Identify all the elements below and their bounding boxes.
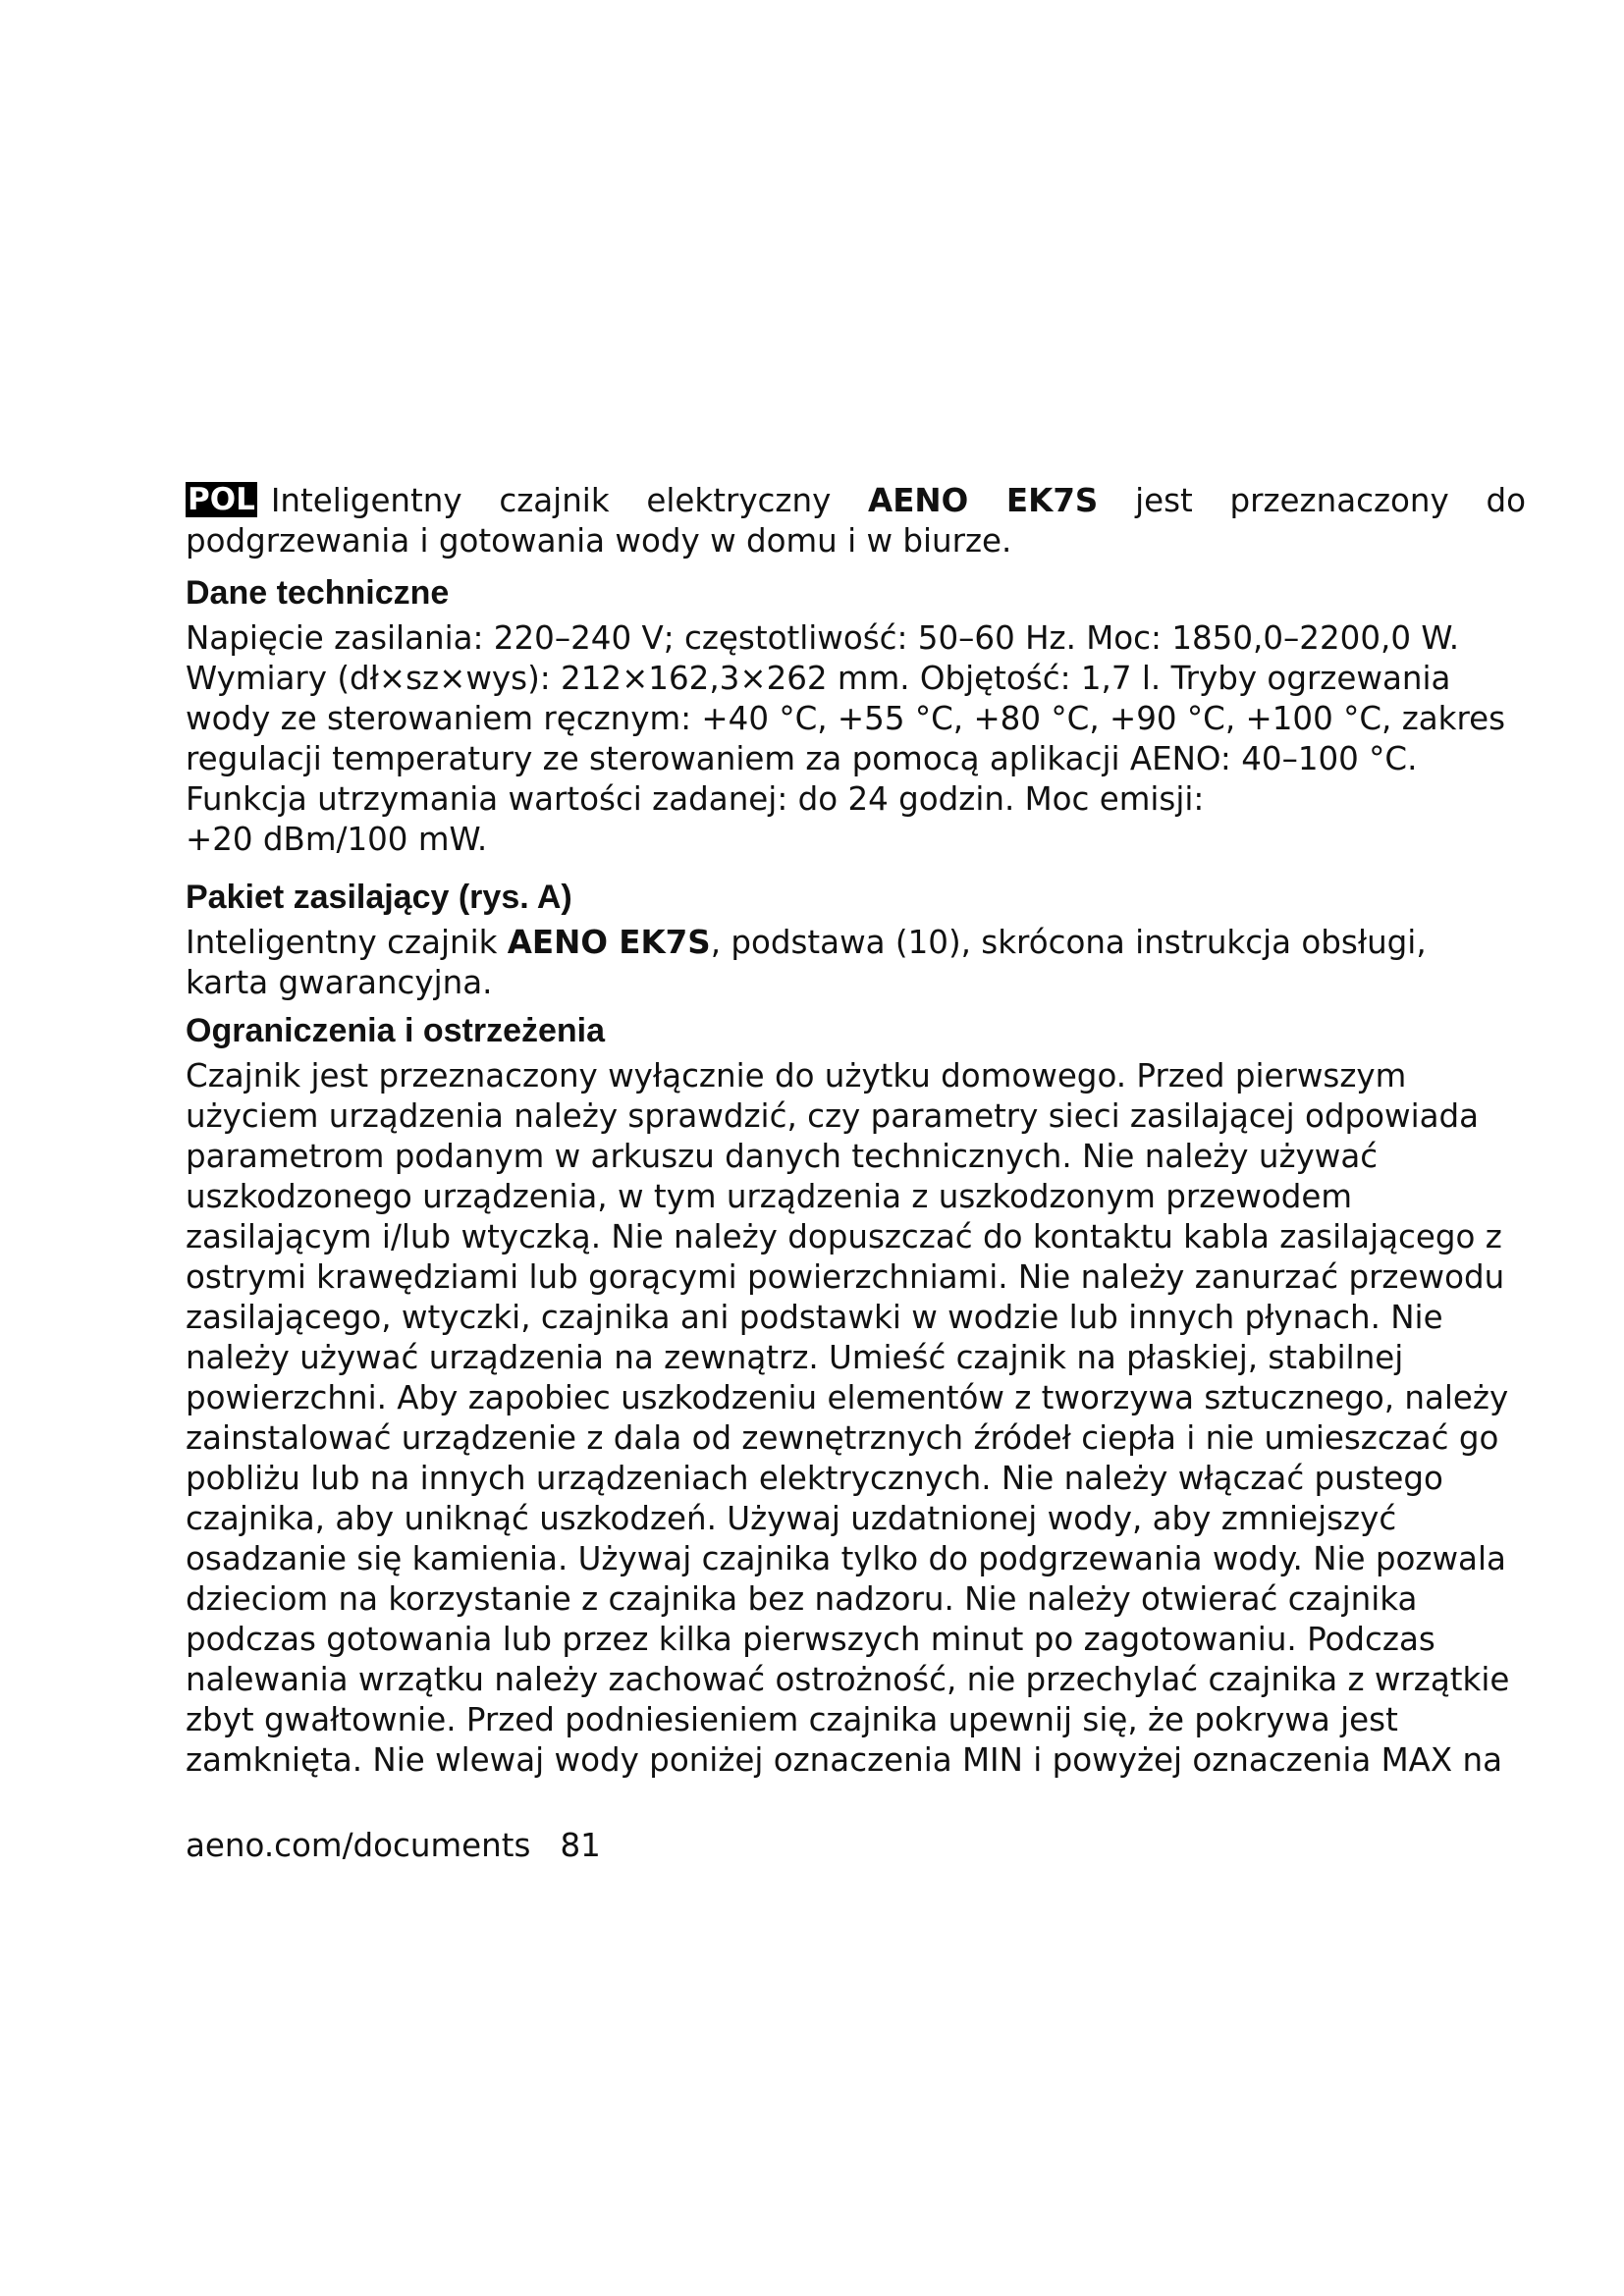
product-name: AENO EK7S: [868, 482, 1099, 519]
page-number: 81: [560, 1827, 601, 1864]
language-badge: POL: [188, 482, 255, 517]
tech-line: wody ze sterowaniem ręcznym: +40 °C, +55 °C, +80 °C, +90 °C, +100 °C, zakres: [186, 700, 1506, 737]
warnings-line: parametrom podanym w arkuszu danych technicznych. Nie należy używać: [186, 1138, 1379, 1175]
intro-text-a: Inteligentny czajnik elektryczny: [270, 482, 832, 519]
page-footer: [186, 1826, 601, 1866]
tech-heading: Dane techniczne: [186, 574, 450, 612]
warnings-line: czajnika, aby uniknąć uszkodzeń. Używaj uzdatnionej wody, aby zmniejszyć: [186, 1500, 1397, 1537]
warnings-line: zamknięta. Nie wlewaj wody poniżej oznaczenia MIN i powyżej oznaczenia MAX na: [186, 1741, 1503, 1779]
tech-line: +20 dBm/100 mW.: [186, 821, 488, 858]
warnings-line: użyciem urządzenia należy sprawdzić, czy parametry sieci zasilającej odpowiada: [186, 1097, 1480, 1135]
warnings-line: podczas gotowania lub przez kilka pierwszych minut po zagotowaniu. Podczas: [186, 1621, 1435, 1658]
package-line-2: karta gwarancyjna.: [186, 964, 493, 1001]
package-text-b: , podstawa (10), skrócona instrukcja obsługi,: [710, 924, 1427, 961]
warnings-line: zasilającym i/lub wtyczką. Nie należy dopuszczać do kontaktu kabla zasilającego z: [186, 1218, 1502, 1255]
warnings-line: nalewania wrzątku należy zachować ostrożność, nie przechylać czajnika z wrzątkie: [186, 1661, 1510, 1698]
documents-link[interactable]: aeno.com/documents: [186, 1827, 531, 1864]
package-text-a: Inteligentny czajnik: [186, 924, 498, 961]
warnings-line: pobliżu lub na innych urządzeniach elektrycznych. Nie należy włączać pustego: [186, 1460, 1443, 1497]
tech-line: Napięcie zasilania: 220–240 V; częstotliwość: 50–60 Hz. Moc: 1850,0–2200,0 W.: [186, 619, 1460, 657]
tech-line: Funkcja utrzymania wartości zadanej: do 24 godzin. Moc emisji:: [186, 780, 1205, 818]
warnings-line: zainstalować urządzenie z dala od zewnętrznych źródeł ciepła i nie umieszczać go: [186, 1419, 1499, 1457]
warnings-paragraph: [186, 1056, 1526, 1781]
warnings-line: uszkodzonego urządzenia, w tym urządzenia z uszkodzonym przewodem: [186, 1178, 1353, 1215]
package-line-1: [186, 923, 1526, 963]
tech-line: Wymiary (dł×sz×wys): 212×162,3×262 mm. Objętość: 1,7 l. Tryby ogrzewania: [186, 660, 1451, 697]
warnings-line: ostrymi krawędziami lub gorącymi powierzchniami. Nie należy zanurzać przewodu: [186, 1258, 1505, 1296]
product-name: AENO EK7S: [507, 924, 711, 961]
warnings-line: osadzanie się kamienia. Używaj czajnika tylko do podgrzewania wody. Nie pozwala: [186, 1540, 1506, 1577]
tech-paragraph: [186, 618, 1526, 860]
package-paragraph: [186, 923, 1526, 1003]
package-heading: Pakiet zasilający (rys. A): [186, 879, 572, 916]
warnings-line: Czajnik jest przeznaczony wyłącznie do użytku domowego. Przed pierwszym: [186, 1057, 1407, 1095]
warnings-line: zbyt gwałtownie. Przed podniesieniem czajnika upewnij się, że pokrywa jest: [186, 1701, 1398, 1738]
warnings-line: zasilającego, wtyczki, czajnika ani podstawki w wodzie lub innych płynach. Nie: [186, 1299, 1443, 1336]
warnings-line: dzieciom na korzystanie z czajnika bez nadzoru. Nie należy otwierać czajnika: [186, 1580, 1418, 1618]
warnings-heading: Ograniczenia i ostrzeżenia: [186, 1012, 606, 1049]
intro-line-2: podgrzewania i gotowania wody w domu i w biurze.: [186, 522, 1012, 560]
warnings-line: powierzchni. Aby zapobiec uszkodzeniu elementów z tworzywa sztucznego, należy: [186, 1379, 1509, 1416]
intro-line-1: [186, 481, 1526, 521]
tech-line: regulacji temperatury ze sterowaniem za pomocą aplikacji AENO: 40–100 °C.: [186, 740, 1418, 777]
intro-text-b: jest przeznaczony do: [1135, 482, 1526, 519]
warnings-line: należy używać urządzenia na zewnątrz. Umieść czajnik na płaskiej, stabilnej: [186, 1339, 1404, 1376]
intro-paragraph: [186, 481, 1526, 561]
